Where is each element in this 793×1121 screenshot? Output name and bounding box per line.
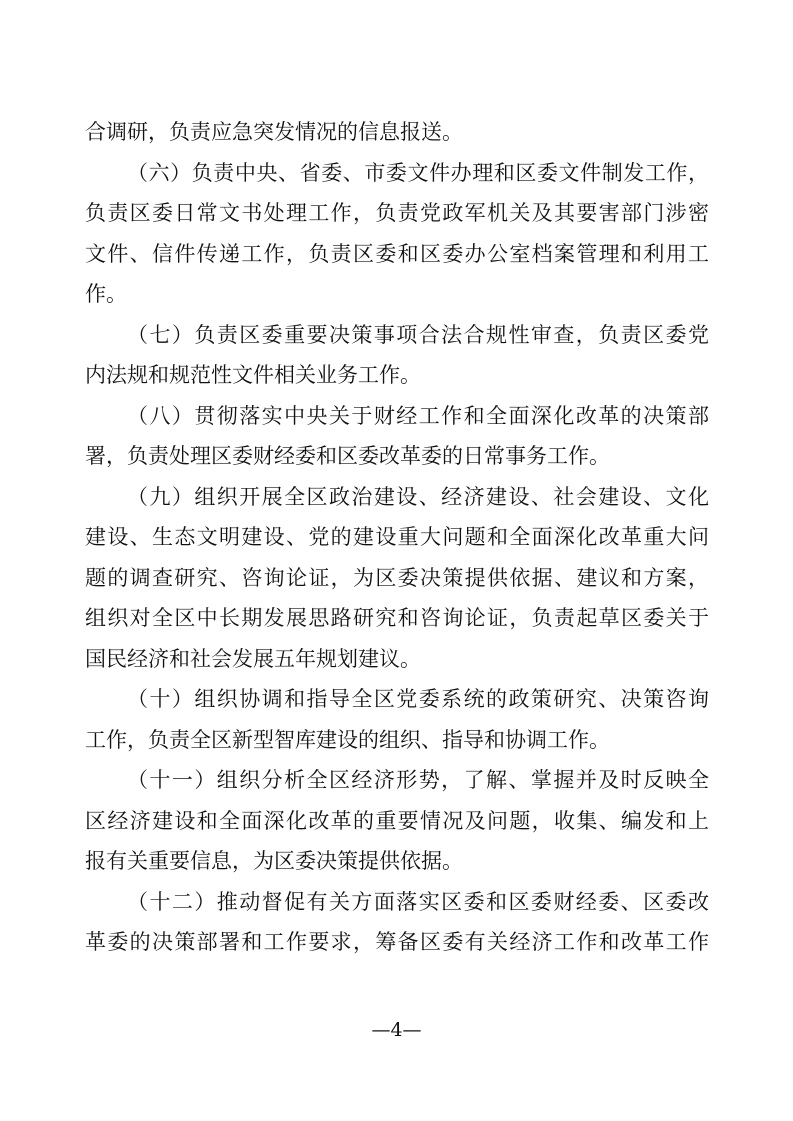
- paragraph-item-6: [85, 153, 709, 315]
- text-line: 作。: [85, 282, 127, 306]
- text-line: 报有关重要信息，为区委决策提供依据。: [85, 849, 463, 873]
- paragraph-item-11: [85, 760, 709, 882]
- document-body: [85, 112, 709, 963]
- text-line: （九）组织开展全区政治建设、经济建设、社会建设、文化: [127, 484, 709, 509]
- page-number: —4—: [371, 1019, 422, 1041]
- text-line: 国民经济和社会发展五年规划建议。: [85, 646, 421, 671]
- paragraph-item-7: [85, 315, 709, 396]
- paragraph-item-10: [85, 679, 709, 760]
- text-line: 合调研，负责应急突发情况的信息报送。: [85, 120, 463, 144]
- text-line: 建设、生态文明建设、党的建设重大问题和全面深化改革重大问: [85, 525, 709, 549]
- text-line: （六）负责中央、省委、市委文件办理和区委文件制发工作，: [127, 160, 709, 185]
- text-line: （十）组织协调和指导全区党委系统的政策研究、决策咨询: [127, 687, 709, 711]
- paragraph-item-8: [85, 396, 709, 477]
- text-line: （八）贯彻落实中央关于财经工作和全面深化改革的决策部: [127, 403, 709, 428]
- text-line: 负责区委日常文书处理工作，负责党政军机关及其要害部门涉密: [85, 201, 709, 225]
- text-line: 工作，负责全区新型智库建设的组织、指导和协调工作。: [85, 727, 610, 752]
- text-line: 组织对全区中长期发展思路研究和咨询论证，负责起草区委关于: [85, 606, 709, 630]
- text-line: 内法规和规范性文件相关业务工作。: [85, 363, 421, 387]
- text-line: 革委的决策部署和工作要求，筹备区委有关经济工作和改革工作: [85, 930, 709, 954]
- paragraph-item-9: [85, 477, 709, 680]
- paragraph-continued: [85, 112, 709, 153]
- text-line: 署，负责处理区委财经委和区委改革委的日常事务工作。: [85, 444, 610, 468]
- text-line: （十一）组织分析全区经济形势，了解、掌握并及时反映全: [127, 768, 709, 792]
- text-line: （七）负责区委重要决策事项合法合规性审查，负责区委党: [127, 322, 709, 347]
- text-line: 区经济建设和全面深化改革的重要情况及问题，收集、编发和上: [85, 808, 709, 833]
- text-line: 题的调查研究、咨询论证，为区委决策提供依据、建议和方案，: [85, 565, 709, 590]
- text-line: （十二）推动督促有关方面落实区委和区委财经委、区委改: [127, 889, 709, 914]
- text-line: 文件、信件传递工作，负责区委和区委办公室档案管理和利用工: [85, 241, 709, 266]
- paragraph-item-12: [85, 882, 709, 963]
